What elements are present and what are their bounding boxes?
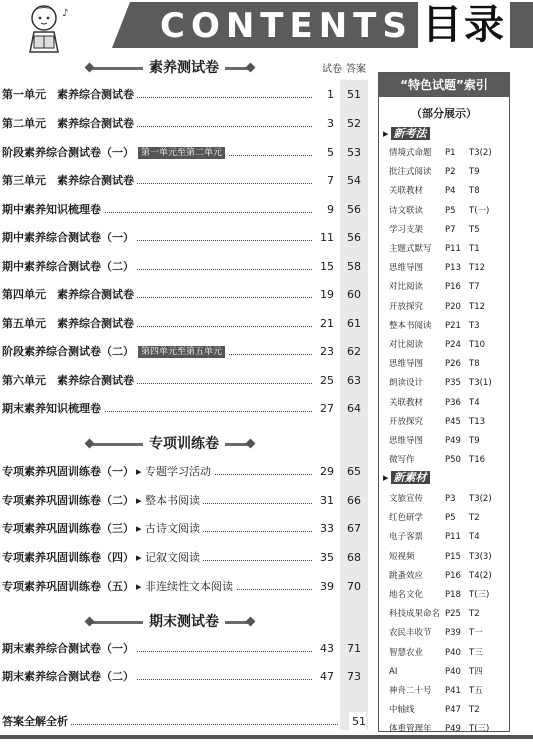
toc-row-title xyxy=(2,640,137,658)
feature-index-item[interactable] xyxy=(389,318,507,334)
toc-row-title-text: 期中素养综合测试卷（二） xyxy=(2,260,134,273)
toc-row-answer-page: 67 xyxy=(347,522,361,535)
feature-question: T4(2) xyxy=(469,570,492,581)
toc-row-title-text: 专项素养巩固训练卷（二） xyxy=(2,494,134,507)
feature-question: T2 xyxy=(469,609,480,620)
toc-row-answer-page: 61 xyxy=(347,317,361,330)
panel-subtitle: （部分展示） xyxy=(411,107,477,120)
toc-row-answer-page: 51 xyxy=(347,88,361,101)
feature-name: 整本书阅读 xyxy=(389,320,432,331)
toc-row-topic: ▸ 专题学习活动 xyxy=(136,465,212,478)
toc-row-answer-page: 73 xyxy=(347,670,361,683)
toc-row-page: 39 xyxy=(312,578,334,596)
toc-row[interactable] xyxy=(0,86,368,104)
feature-name: 文旅宣传 xyxy=(389,494,424,504)
toc-row-page: 15 xyxy=(312,258,334,276)
feature-index-item[interactable] xyxy=(389,702,507,718)
feature-index-item[interactable] xyxy=(389,645,507,661)
toc-row[interactable] xyxy=(0,400,368,418)
toc-row-title-text: 第二单元 素养综合测试卷 xyxy=(2,117,134,130)
feature-index-item[interactable] xyxy=(389,721,507,737)
feature-question: T(一) xyxy=(469,205,490,216)
feature-question: T8 xyxy=(469,359,480,370)
feature-question: T五 xyxy=(469,686,483,696)
section-heading-label: 期末测试卷 xyxy=(143,614,225,630)
feature-index-item[interactable] xyxy=(389,375,507,391)
feature-name: 红色研学 xyxy=(389,513,424,524)
group-label-new-method: ▸ 新考法 xyxy=(383,127,430,141)
svg-text:♪: ♪ xyxy=(62,8,69,19)
toc-row[interactable] xyxy=(0,115,368,133)
feature-page: P16 xyxy=(445,570,461,581)
toc-row[interactable] xyxy=(0,343,368,361)
feature-index-item[interactable] xyxy=(389,491,507,507)
feature-index-item[interactable] xyxy=(389,241,507,257)
feature-page: P24 xyxy=(445,340,461,350)
feature-name: 朗读设计 xyxy=(389,378,424,389)
toc-row-title xyxy=(2,343,228,361)
toc-row[interactable] xyxy=(0,640,368,658)
feature-index-item[interactable] xyxy=(389,683,507,699)
toc-row-title-text: 第六单元 素养综合测试卷 xyxy=(2,374,134,387)
toc-row-answer-page: 70 xyxy=(347,580,361,593)
feature-question: T2 xyxy=(469,513,480,524)
section-heading-label: 专项训练卷 xyxy=(143,436,225,452)
toc-row-answer-page: 56 xyxy=(347,203,361,216)
reading-girl-illustration xyxy=(4,0,84,55)
feature-page: P2 xyxy=(445,167,456,178)
feature-page: P5 xyxy=(445,205,456,216)
toc-row-title-text: 阶段素养综合测试卷（一） xyxy=(2,146,134,159)
toc-row-answer-page: 52 xyxy=(347,117,361,130)
feature-index-item[interactable] xyxy=(389,164,507,180)
toc-row[interactable] xyxy=(0,492,368,510)
toc-row-page: 5 xyxy=(312,144,334,162)
feature-name: 主题式默写 xyxy=(389,244,432,254)
toc-row-page: 31 xyxy=(312,492,334,510)
feature-question: T3(1) xyxy=(469,378,492,389)
feature-question: T四 xyxy=(469,666,483,677)
toc-row-title xyxy=(2,492,203,510)
feature-question: T3 xyxy=(469,320,480,331)
feature-index-item[interactable] xyxy=(389,203,507,219)
feature-question: T(三) xyxy=(469,590,490,600)
toc-row-title-text: 专项素养巩固训练卷（四） xyxy=(2,551,134,564)
toc-row[interactable] xyxy=(0,668,368,686)
feature-name: 体重管理年 xyxy=(389,724,432,735)
feature-question: T一 xyxy=(469,628,483,639)
toc-row[interactable] xyxy=(0,315,368,333)
toc-row-title xyxy=(2,372,137,390)
feature-name: 短视频 xyxy=(389,551,415,562)
toc-row-page: 27 xyxy=(312,400,334,418)
toc-row[interactable] xyxy=(0,463,368,481)
toc-row-title xyxy=(2,172,137,190)
feature-page: P41 xyxy=(445,686,461,696)
group-label-text: 新考法 xyxy=(391,127,430,140)
feature-name: 诗文联读 xyxy=(389,205,424,216)
toc-row-page: 9 xyxy=(312,201,334,219)
toc-row-title-text: 第五单元 素养综合测试卷 xyxy=(2,317,134,330)
group-label-text: 新素材 xyxy=(391,471,430,484)
feature-index-item[interactable] xyxy=(389,568,507,584)
feature-index-item[interactable] xyxy=(389,414,507,430)
feature-name: 电子客票 xyxy=(389,532,424,543)
feature-name: 思维导图 xyxy=(389,359,424,370)
toc-row-title-text: 期中素养知识梳理卷 xyxy=(2,203,101,216)
feature-name: 农民丰收节 xyxy=(389,628,432,639)
feature-question: T4 xyxy=(469,532,480,543)
toc-row-title xyxy=(2,668,137,686)
feature-index-item[interactable] xyxy=(389,279,507,295)
toc-row-topic: ▸ 整本书阅读 xyxy=(136,494,201,507)
feature-question: T5 xyxy=(469,224,480,235)
toc-row-title-text: 专项素养巩固训练卷（三） xyxy=(2,522,134,535)
feature-question: T(三) xyxy=(469,724,490,735)
feature-index-item[interactable] xyxy=(389,356,507,372)
toc-row-answer-page: 68 xyxy=(347,551,361,564)
toc-row-answer-page: 62 xyxy=(347,345,361,358)
toc-row-title-text: 第三单元 素养综合测试卷 xyxy=(2,174,134,187)
toc-row-title xyxy=(2,258,137,276)
answer-col-label: 答案 xyxy=(346,64,366,75)
toc-row-answer-page: 60 xyxy=(347,288,361,301)
toc-row-title-text: 期末素养知识梳理卷 xyxy=(2,402,101,415)
feature-index-item[interactable] xyxy=(389,299,507,315)
feature-name: 神舟二十号 xyxy=(389,686,432,696)
toc-row[interactable] xyxy=(0,578,368,596)
toc-row-answer-page: 65 xyxy=(347,465,361,478)
toc-row-page: 7 xyxy=(312,172,334,190)
toc-row-answer-page: 53 xyxy=(347,146,361,159)
feature-index-item[interactable] xyxy=(389,433,507,449)
feature-index-panel xyxy=(378,72,510,735)
feature-question: T3(2) xyxy=(469,494,492,504)
feature-question: T16 xyxy=(469,455,486,466)
feature-name: 科技成果命名 xyxy=(389,609,441,620)
feature-index-item[interactable] xyxy=(389,260,507,276)
feature-question: T9 xyxy=(469,167,480,178)
feature-index-item[interactable] xyxy=(389,606,507,622)
toc-row[interactable] xyxy=(0,229,368,247)
toc-row-title xyxy=(2,315,137,333)
toc-row-topic: ▸ 古诗文阅读 xyxy=(136,522,201,535)
feature-name: 开放探究 xyxy=(389,301,424,312)
feature-index-item[interactable] xyxy=(389,183,507,199)
toc-row-title xyxy=(2,286,137,304)
toc-row-answer-page: 63 xyxy=(347,374,361,387)
toc-row-page: 3 xyxy=(312,115,334,133)
feature-name: 批注式阅读 xyxy=(389,167,432,178)
feature-question: T13 xyxy=(469,416,486,427)
feature-page: P35 xyxy=(445,378,461,389)
feature-question: T3(2) xyxy=(469,148,492,158)
toc-row-topic: ▸ 非连续性文本阅读 xyxy=(136,580,234,593)
feature-page: P26 xyxy=(445,359,461,370)
toc-row-answers[interactable] xyxy=(0,712,368,732)
feature-question: T12 xyxy=(469,263,486,274)
feature-page: P3 xyxy=(445,494,456,504)
feature-index-item[interactable] xyxy=(389,587,507,603)
feature-page: P47 xyxy=(445,705,461,716)
group-label-new-material: ▸ 新素材 xyxy=(383,471,430,485)
section-heading xyxy=(0,434,368,454)
feature-page: P21 xyxy=(445,320,461,331)
feature-name: 智慧农业 xyxy=(389,647,424,658)
toc-row-title-text: 期末素养综合测试卷（二） xyxy=(2,670,134,683)
feature-name: 地名文化 xyxy=(389,590,424,600)
feature-name: 开放探究 xyxy=(389,416,424,427)
toc-row-page: 29 xyxy=(312,463,334,481)
feature-page: P11 xyxy=(445,532,461,543)
toc-row-title xyxy=(2,86,137,104)
feature-page: P18 xyxy=(445,590,461,600)
toc-row-page: 11 xyxy=(312,229,334,247)
toc-row-answer-page: 66 xyxy=(347,494,361,507)
toc-row-title-text: 第一单元 素养综合测试卷 xyxy=(2,88,134,101)
toc-row[interactable] xyxy=(0,144,368,162)
section-heading xyxy=(0,612,368,632)
toc-row-page: 1 xyxy=(312,86,334,104)
feature-page: P13 xyxy=(445,263,461,274)
toc-row-title xyxy=(2,520,203,538)
feature-page: P1 xyxy=(445,148,456,158)
toc-row[interactable] xyxy=(0,520,368,538)
toc-row-page: 19 xyxy=(312,286,334,304)
toc-row-title xyxy=(2,578,236,596)
feature-name: 中轴线 xyxy=(389,705,415,716)
feature-index-item[interactable] xyxy=(389,145,507,161)
toc-row-title xyxy=(2,549,203,567)
feature-question: T1 xyxy=(469,244,480,254)
toc-row-title: 答案全解全析 xyxy=(2,712,71,732)
toc-row[interactable] xyxy=(0,372,368,390)
toc-row-topic: ▸ 记叙文阅读 xyxy=(136,551,201,564)
toc-row-title xyxy=(2,144,228,162)
toc-row[interactable] xyxy=(0,172,368,190)
toc-row-page: 35 xyxy=(312,549,334,567)
feature-index-item[interactable] xyxy=(389,549,507,565)
toc-row-title xyxy=(2,201,104,219)
toc-row-page: 43 xyxy=(312,640,334,658)
feature-page: P7 xyxy=(445,224,456,235)
feature-page: P49 xyxy=(445,724,461,735)
feature-page: P25 xyxy=(445,609,461,620)
toc-row-answer-page: 71 xyxy=(347,642,361,655)
mulu-title: 目录 xyxy=(418,2,510,48)
feature-page: P40 xyxy=(445,647,461,658)
feature-question: T9 xyxy=(469,436,480,446)
feature-name: 对比阅读 xyxy=(389,340,424,350)
toc-row-page: 25 xyxy=(312,372,334,390)
feature-question: T3(3) xyxy=(469,551,492,562)
feature-name: 思维导图 xyxy=(389,436,424,446)
section-heading-label: 素养测试卷 xyxy=(143,60,225,76)
toc-row-answer-page: 54 xyxy=(347,174,361,187)
toc-row-answer-page: 56 xyxy=(347,231,361,244)
feature-page: P40 xyxy=(445,666,461,677)
toc-row-title-text: 期中素养综合测试卷（一） xyxy=(2,231,134,244)
section-heading xyxy=(0,58,368,78)
toc-row-answer-page: 64 xyxy=(347,402,361,415)
feature-question: T4 xyxy=(469,397,480,408)
feature-page: P39 xyxy=(445,628,461,639)
toc-row-title xyxy=(2,229,137,247)
panel-title: “特色试题”索引 xyxy=(379,73,509,97)
feature-page: P4 xyxy=(445,186,456,197)
toc-row-title xyxy=(2,400,104,418)
feature-name: 学习支架 xyxy=(389,224,424,235)
feature-question: T8 xyxy=(469,186,480,197)
toc-row-title xyxy=(2,115,137,133)
toc-row-page: 47 xyxy=(312,668,334,686)
feature-index-item[interactable] xyxy=(389,529,507,545)
toc-row[interactable] xyxy=(0,201,368,219)
feature-question: T三 xyxy=(469,647,483,658)
toc-row-title-text: 期末素养综合测试卷（一） xyxy=(2,642,134,655)
toc-row[interactable] xyxy=(0,258,368,276)
feature-index-item[interactable] xyxy=(389,337,507,353)
feature-page: P15 xyxy=(445,551,461,562)
feature-page: P36 xyxy=(445,397,461,408)
toc-row-title-text: 第四单元 素养综合测试卷 xyxy=(2,288,134,301)
unit-range-badge: 第四单元至第五单元 xyxy=(138,346,225,358)
unit-range-badge: 第一单元至第二单元 xyxy=(138,147,225,159)
toc-row[interactable] xyxy=(0,286,368,304)
toc-row-title-text: 阶段素养综合测试卷（二） xyxy=(2,345,134,358)
feature-name: 情境式命题 xyxy=(389,148,432,158)
toc-row-answer-page: 58 xyxy=(347,260,361,273)
page-col-label: 试卷 xyxy=(322,64,342,75)
feature-question: T7 xyxy=(469,282,480,293)
feature-page: P45 xyxy=(445,416,461,427)
feature-name: 对比阅读 xyxy=(389,282,424,293)
toc-row-page: 33 xyxy=(312,520,334,538)
toc-row[interactable] xyxy=(0,549,368,567)
feature-name: 关联教材 xyxy=(389,397,424,408)
feature-name: 微写作 xyxy=(389,455,415,466)
feature-name: 思维导图 xyxy=(389,263,424,274)
feature-question: T10 xyxy=(469,340,486,350)
feature-page: P5 xyxy=(445,513,456,524)
feature-index-item[interactable] xyxy=(389,452,507,468)
feature-question: T12 xyxy=(469,301,486,312)
toc-row-page: 23 xyxy=(312,343,334,361)
toc-row-page: 51 xyxy=(349,712,366,732)
feature-page: P11 xyxy=(445,244,461,254)
toc-row-title-text: 专项素养巩固训练卷（一） xyxy=(2,465,134,478)
feature-name: AI xyxy=(389,666,398,677)
feature-question: T2 xyxy=(469,705,480,716)
feature-page: P16 xyxy=(445,282,461,293)
feature-index-item[interactable] xyxy=(389,222,507,238)
feature-index-item[interactable] xyxy=(389,510,507,526)
toc-row-title xyxy=(2,463,214,481)
feature-index-item[interactable] xyxy=(389,395,507,411)
feature-name: 跳蚤效应 xyxy=(389,570,424,581)
toc-row-title-text: 专项素养巩固训练卷（五） xyxy=(2,580,134,593)
feature-page: P50 xyxy=(445,455,461,466)
toc-row-page: 21 xyxy=(312,315,334,333)
feature-page: P49 xyxy=(445,436,461,446)
page-header xyxy=(0,0,533,52)
feature-index-item[interactable] xyxy=(389,625,507,641)
contents-title: CONTENTS xyxy=(160,6,413,46)
feature-page: P20 xyxy=(445,301,461,312)
feature-index-item[interactable] xyxy=(389,664,507,680)
feature-name: 关联教材 xyxy=(389,186,424,197)
